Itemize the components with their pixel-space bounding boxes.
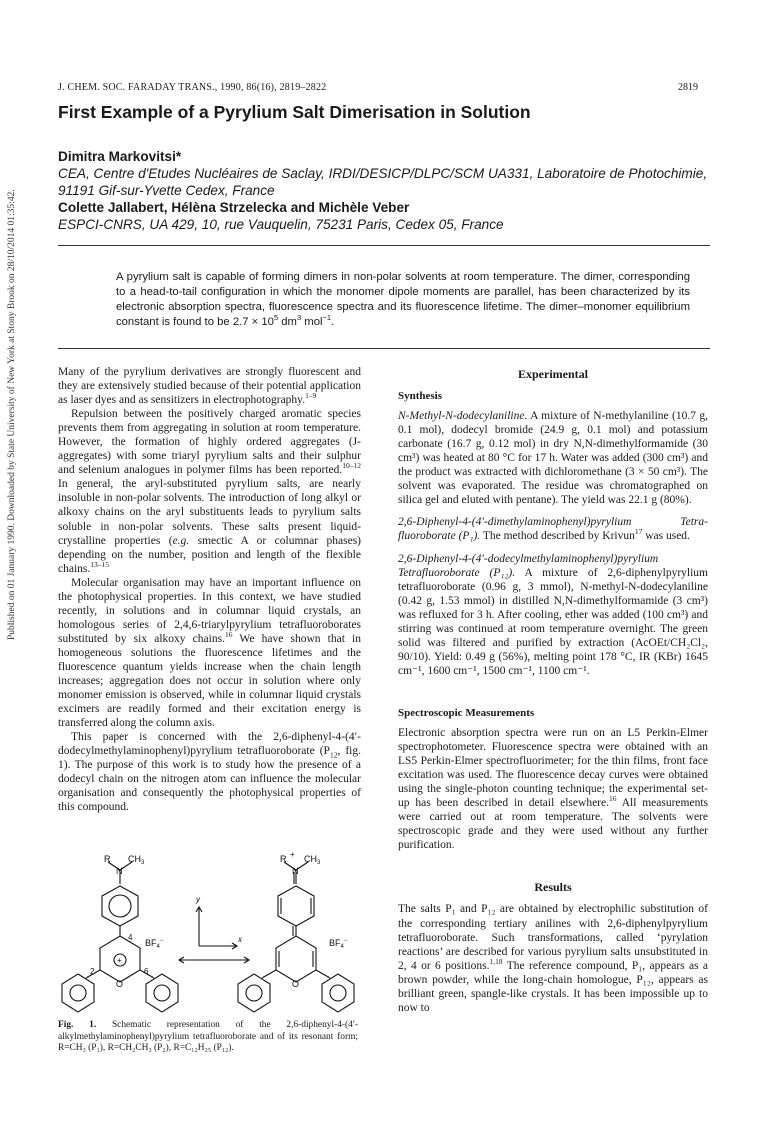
label-ch3-right: $CH_3$ [304, 854, 321, 866]
synthesis-para-3: 2,6-Diphenyl-4-(4′-dodecylmethylaminophenyl)pyrylium Tetrafluoroborate (P₁₂). A mixture of 2,6-diphenylpyrylium tetrafluoroborate (0.96 g, 3 mmol), N-methyl-N-dodecylaniline (0.42 g, 1.53 mmol) in distilled N,N-dimethylformamide (3 cm³) was refluxed for 3 h. After cooling, ether was added (100 cm³) and stirring was continued at room temperature overnight. The green solid was filtered and purified by extraction (AcOEt/CH₂Cl₂, 90/10). Yield: 0.49 g (56%), melting point 178 °C, IR (KBr) 1645 cm⁻¹, 1600 cm⁻¹, 1500 cm⁻¹, 1100 cm⁻¹. [398, 552, 708, 677]
download-stamp: Published on 01 January 1990. Downloaded by State University of New York at Stony Brook on 28/10/2014 01:35:42. [7, 189, 17, 640]
affiliation-2: ESPCI-CNRS, UA 429, 10, rue Vauquelin, 75231 Paris, Cedex 05, France [58, 217, 504, 232]
label-pos6: 6 [144, 967, 149, 976]
label-O-right: O [292, 979, 300, 989]
label-pos4: 4 [128, 933, 133, 942]
label-plus-right: + [290, 850, 295, 859]
label-R-left: R [104, 854, 111, 864]
abstract: A pyrylium salt is capable of forming dimers in non-polar solvents at room temperature. The dimer, corresponding to a head-to-tail configuration in which the monomer dipole moments are parallel, has been characterized by its electronic absorption spectra, fluorescence spectra and its fluorescence lifetime. The dimer–monomer equilibrium constant is found to be $2.7 \times 10^5$ $dm^3$ mol$^{-1}$. [116, 271, 690, 328]
heading-spectroscopic: Spectroscopic Measurements [398, 706, 535, 719]
figure-1-structures [58, 848, 358, 1016]
rule-bottom [58, 348, 710, 349]
label-ch3-left: $CH_3$ [128, 854, 145, 866]
label-plus-left: + [117, 956, 122, 965]
label-N-right: N [292, 866, 299, 876]
heading-synthesis: Synthesis [398, 390, 443, 403]
figure-caption: Fig. 1. Schematic representation of the 2,6-diphenyl-4-(4′-alkylmethylaminophenyl)pyrylium tetrafluoroborate and of its resonant form; R=CH₃ (P₁), R=CH₂CH₃ (P₂), R=C₁₂H₂₅ (P₁₂). [58, 1020, 358, 1053]
intro-paragraph-4: This paper is concerned with the 2,6-diphenyl-4-(4′-dodecylmethylaminophenyl)pyrylium tetrafluoroborate ($P_{12}$, fig. 1). The purpose of this work is to study how the presence of a dodecyl chain on the nitrogen atom can influence the molecular organisation and consequently the photophysical properties of this compound. [58, 731, 361, 814]
synthesis-para-1: N-Methyl-N-dodecylaniline. A mixture of N-methylaniline (10.7 g, 0.1 mol), dodecyl bromide (24.9 g, 0.1 mol) and potassium carbonate (16.7 g, 0.12 mol) in dry N,N-dimethylformamide (30 cm³) was heated at 80 °C for 17 h. Water was added (300 cm³) and the product was extracted with dichloromethane (3 × 50 cm³). The solvent was evaporated. The residue was chromatographed on silica gel and eluted with pentane). The yield was 22.1 g (80%). [398, 410, 708, 507]
author-1: Dimitra Markovitsi* [58, 149, 182, 164]
journal-header: J. CHEM. SOC. FARADAY TRANS., 1990, 86(16), 2819–2822 [58, 82, 327, 93]
author-block [58, 148, 708, 233]
affiliation-1: CEA, Centre d'Etudes Nucléaires de Saclay, IRDI/DESICP/DLPC/SCM UA331, Laboratoire de Photochimie, 91191 Gif-sur-Yvette Cedex, France [58, 166, 708, 198]
label-bf4-right: $BF_4^-$ [329, 938, 348, 950]
label-pos2: 2 [90, 967, 95, 976]
author-2: Colette Jallabert, Hélèna Strzelecka and Michèle Veber [58, 200, 410, 215]
label-O-left: O [116, 979, 124, 989]
synthesis-para-2: 2,6-Diphenyl-4-(4′-dimethylaminophenyl)pyrylium Tetra-fluoroborate (P₁). The method described by Krivun$^{17}$ was used. [398, 516, 708, 543]
spectroscopic-para: Electronic absorption spectra were run on an L5 Perkin-Elmer spectrophotometer. Fluorescence spectra were obtained with an LS5 Perkin-Elmer spectrofluorimeter; for the thin films, front face excitation was used. The fluorescence decay curves were obtained using the single-photon counting technique; the experimental set-up has been described in detail elsewhere.$^{16}$ All measurements were carried out at room temperature. The solvents were spectroscopic grade and they were used without any further purification. [398, 726, 709, 852]
left-column [58, 365, 361, 815]
right-column [398, 367, 708, 1015]
page-number: 2819 [678, 82, 698, 93]
results-para: The salts P₁ and P₁₂ are obtained by electrophilic substitution of the corresponding tertiary anilines with 2,6-diphenylpyrylium tetrafluoroborate. Such transformations, called ‘pyrylation reactions’ are described for various pyrylium salts unsubstituted in 2, 4 or 6 positions.$^{1,18}$ The reference compound, P₁, appears as a brown powder, while the long-chain homologue, P₁₂, appears as brilliant green, spangle-like crystals. It has been impossible up to now to [398, 903, 709, 1014]
heading-experimental: Experimental [518, 367, 588, 381]
label-R-right: R [280, 854, 287, 864]
heading-results: Results [534, 880, 572, 895]
rule-top [58, 245, 710, 246]
label-N-left: N [116, 866, 123, 876]
article-title: First Example of a Pyrylium Salt Dimerisation in Solution [58, 102, 531, 122]
label-bf4-left: $BF_4^-$ [145, 938, 164, 950]
intro-paragraph-3: Molecular organisation may have an important influence on the photophysical properties. In this context, we have studied recently, in solutions and in columnar liquid crystals, an homologous series of 2,4,6-triarylpyrylium tetrafluoroborates substituted by six alkoxy chains.$^{16}$ We have shown that in homogeneous solutions the fluorescence lifetimes and the fluorescence quantum yields increase when the chain length increases; aggregation does not occur in solution where only monomer emission is observed, while in columnar liquid crystals excimers are readily formed and their excitation energy is transferred along the column axis. [58, 576, 362, 730]
intro-paragraph-1: Many of the pyrylium derivatives are strongly fluorescent and they are extensively studied because of their potential application as laser dyes and as sensitizers in electrophotography.$^{1-9}$ [58, 366, 361, 407]
intro-paragraph-2: Repulsion between the positively charged aromatic species prevents them from aggregating in solution at room temperature. However, the formation of highly ordered aggregates (J-aggregates) with some triaryl pyrylium salts and their sulphur and selenium analogues in polymer films has been reported.$^{10-12}$ In general, the aryl-substituted pyrylium salts, are nearly insoluble in non-polar solvents. The introduction of long alkyl or alkoxy chains on the aryl substituents leads to pyrylium salts soluble in non-polar solvents. These salts present liquid-crystalline properties (e.g. smectic A or columnar phases) depending on the number, position and length of the flexible chains.$^{13-15}$ [58, 408, 361, 575]
axis-y-label: y [196, 895, 200, 904]
axis-x-label: x [238, 935, 242, 944]
